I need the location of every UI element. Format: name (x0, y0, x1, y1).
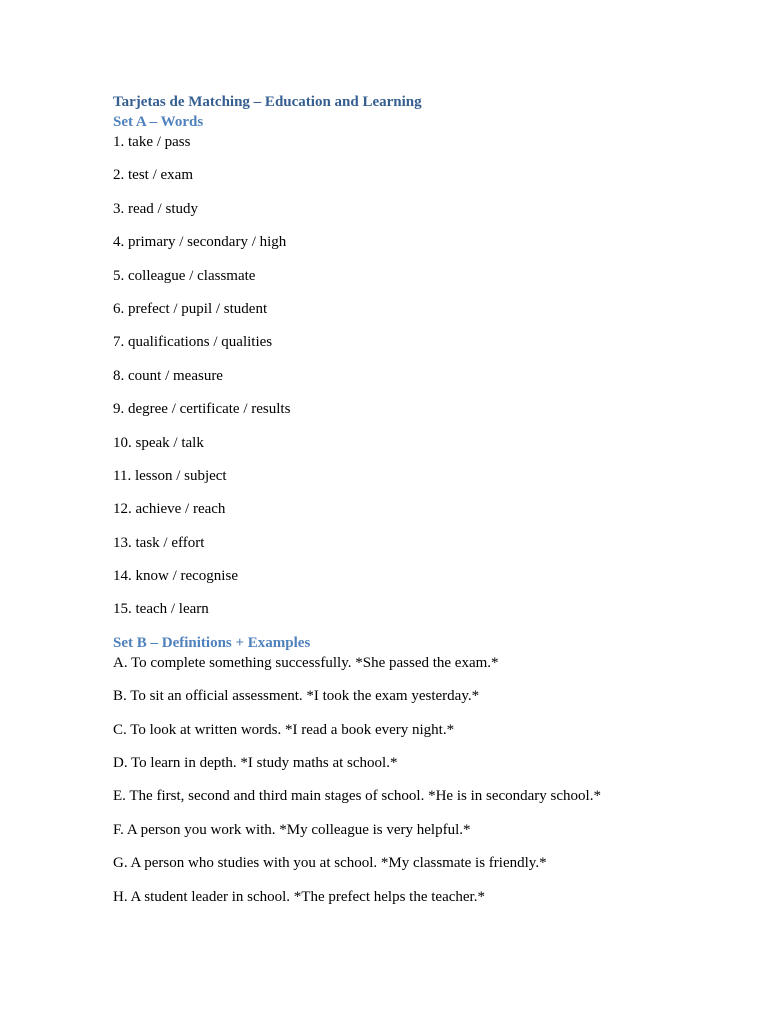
set-b-item: B. To sit an official assessment. *I took the exam yesterday.* (113, 688, 480, 705)
set-a-word-list (113, 132, 713, 619)
set-b-heading: Set B – Definitions + Examples (113, 634, 311, 651)
set-b-item: A. To complete something successfully. *She passed the exam.* (113, 654, 499, 671)
set-a-item: 13. task / effort (113, 534, 205, 551)
set-a-item: 2. test / exam (113, 167, 193, 184)
set-a-item: 3. read / study (113, 200, 198, 217)
set-b-item: F. A person you work with. *My colleague is very helpful.* (113, 821, 471, 838)
set-b-item: C. To look at written words. *I read a book every night.* (113, 721, 455, 738)
set-a-item: 14. know / recognise (113, 568, 238, 585)
set-b-item: H. A student leader in school. *The prefect helps the teacher.* (113, 888, 485, 905)
document-title: Tarjetas de Matching – Education and Learning (113, 94, 422, 110)
set-b-definition-list (113, 653, 713, 907)
set-a-item: 15. teach / learn (113, 601, 209, 618)
set-a-item: 1. take / pass (113, 134, 191, 150)
set-a-item: 6. prefect / pupil / student (113, 300, 268, 317)
set-a-item: 9. degree / certificate / results (113, 401, 291, 418)
set-b-item: G. A person who studies with you at school. *My classmate is friendly.* (113, 855, 547, 872)
set-a-item: 12. achieve / reach (113, 501, 226, 518)
set-a-heading: Set A – Words (113, 114, 204, 130)
set-a-item: 5. colleague / classmate (113, 267, 256, 284)
set-a-item: 7. qualifications / qualities (113, 334, 273, 351)
set-b-item: D. To learn in depth. *I study maths at school.* (113, 755, 398, 772)
set-a-item: 11. lesson / subject (113, 467, 227, 484)
set-a-item: 4. primary / secondary / high (113, 234, 287, 251)
set-a-item: 8. count / measure (113, 367, 223, 384)
document-page (113, 92, 713, 920)
set-a-item: 10. speak / talk (113, 434, 204, 451)
set-b-item: E. The first, second and third main stages of school. *He is in secondary school.* (113, 788, 601, 805)
